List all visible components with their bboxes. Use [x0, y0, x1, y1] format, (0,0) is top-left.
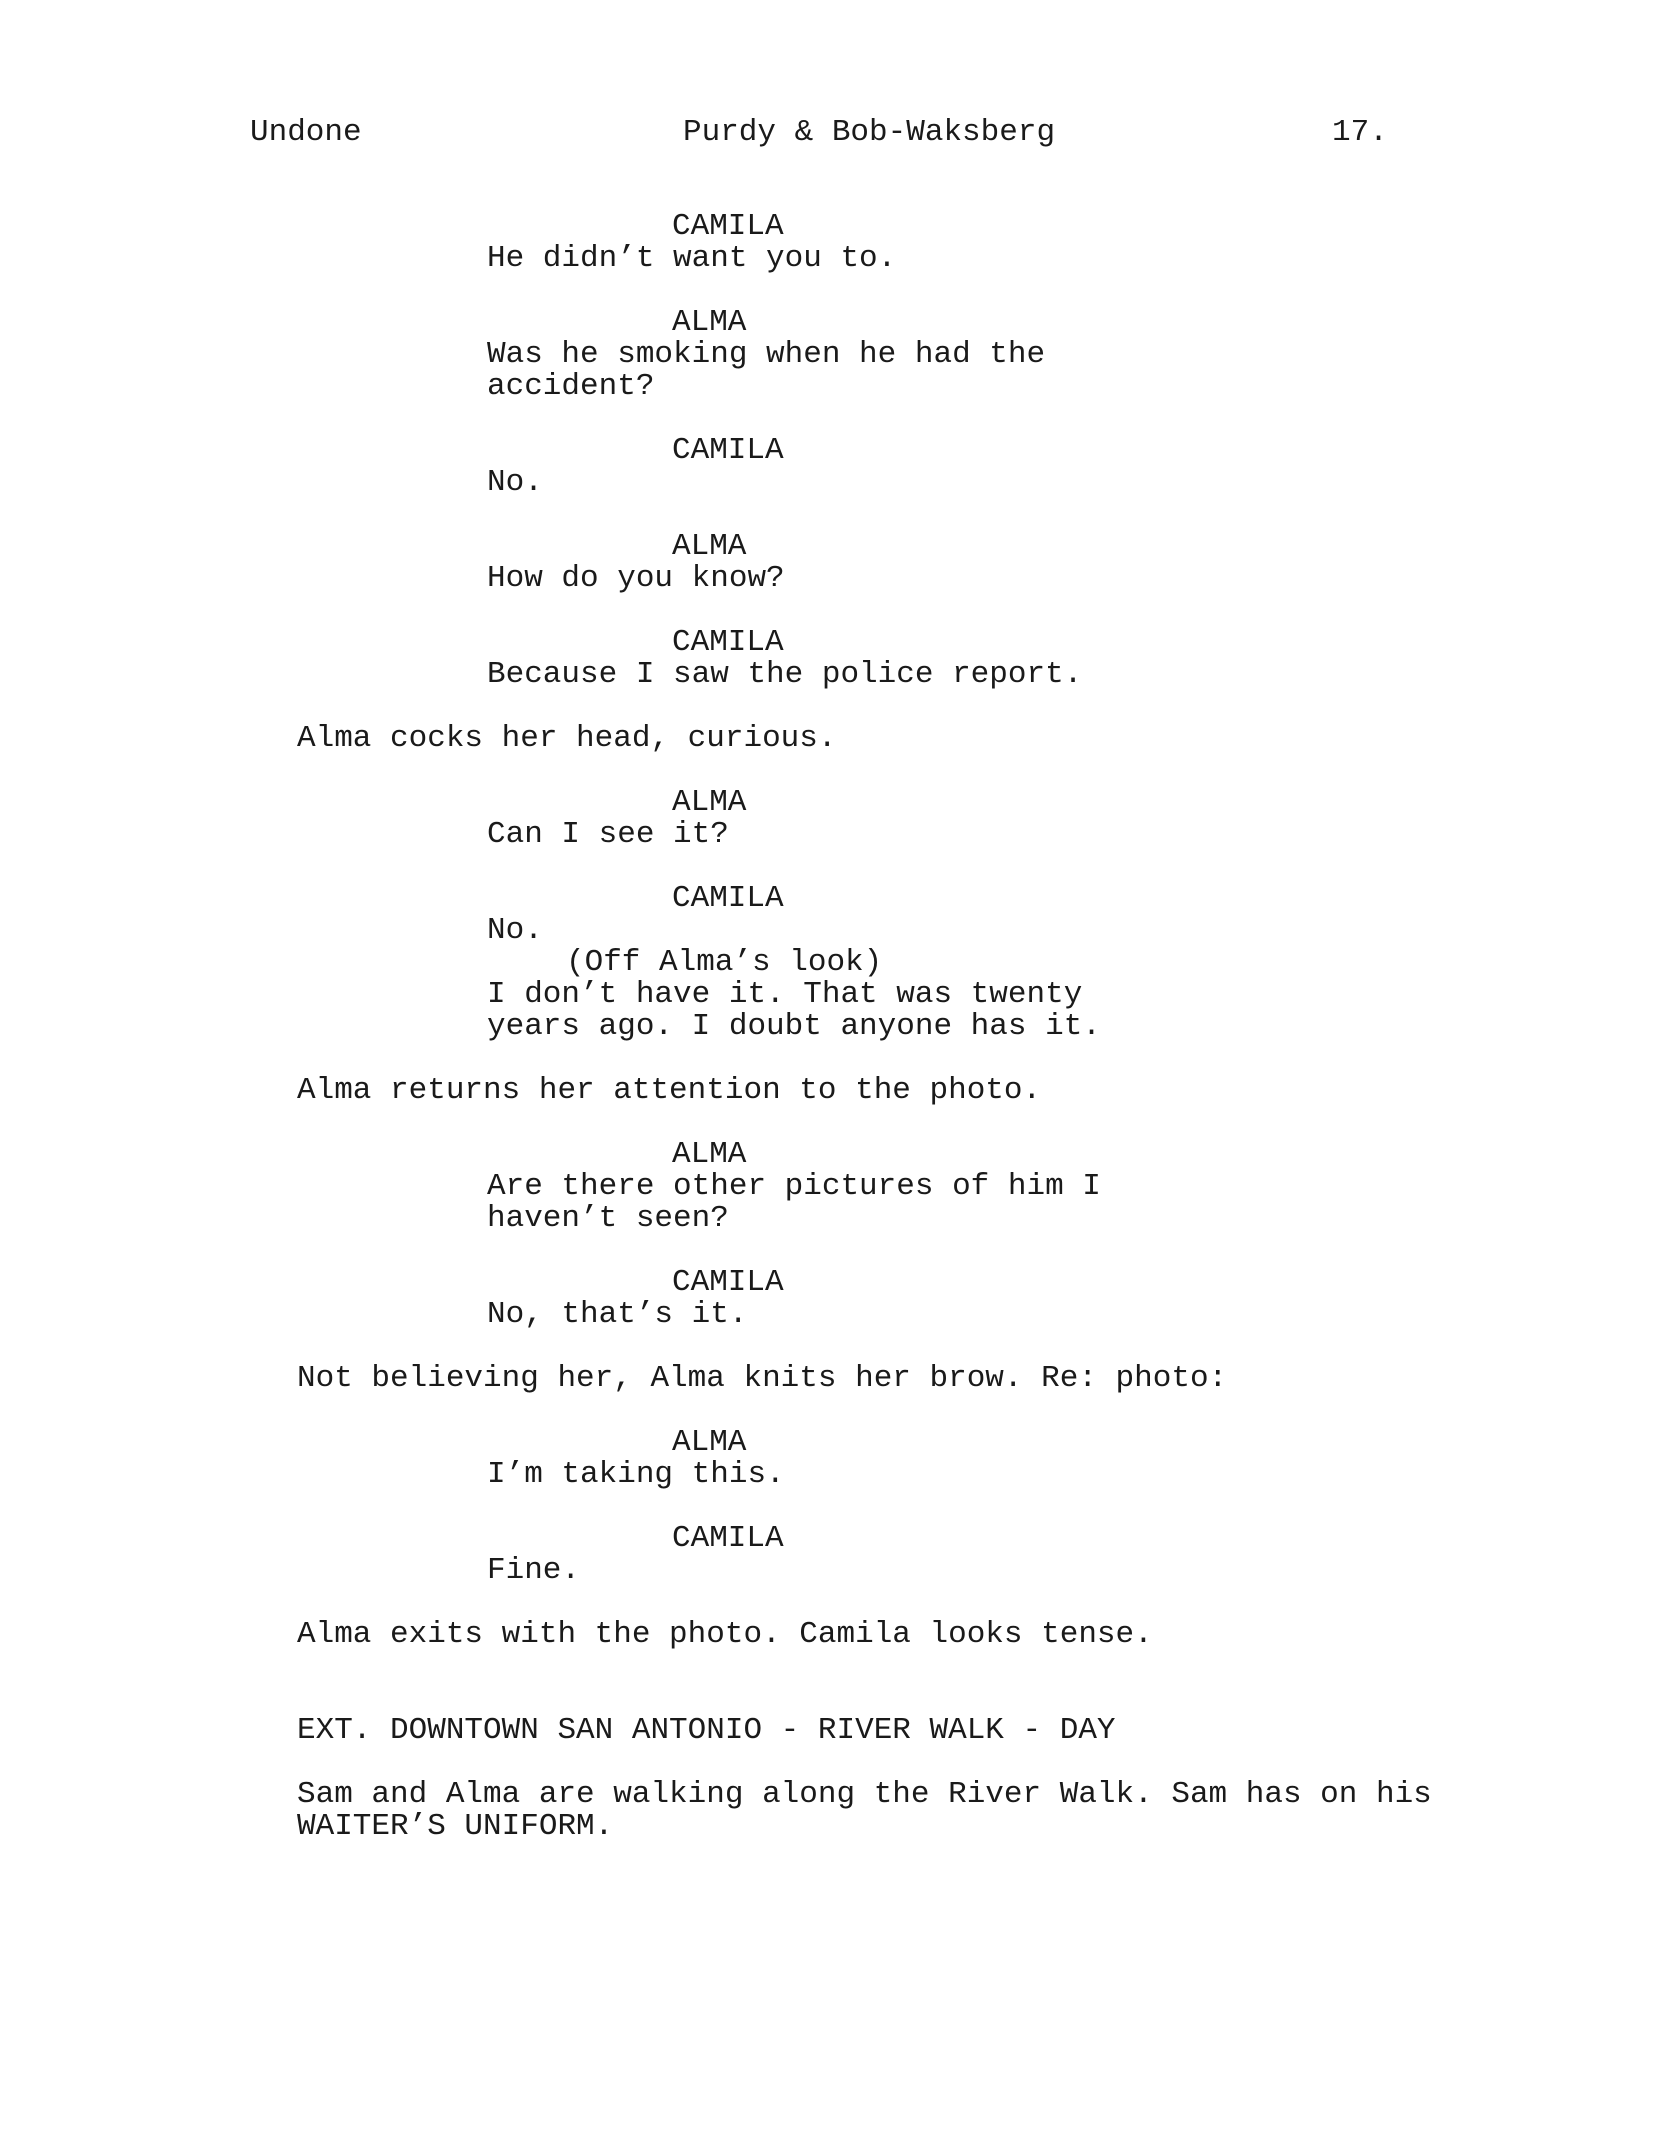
scene-heading: EXT. DOWNTOWN SAN ANTONIO - RIVER WALK - DAY: [297, 1713, 1116, 1748]
action-line: WAITER’S UNIFORM.: [297, 1809, 614, 1844]
dialogue-block: [0, 1139, 1653, 1235]
dialogue-block: [0, 531, 1653, 595]
dialogue-line: Can I see it?: [487, 817, 729, 852]
character-name: ALMA: [672, 1137, 747, 1172]
dialogue-line: accident?: [487, 369, 655, 404]
dialogue-line: No.: [487, 465, 543, 500]
dialogue-line: He didn’t want you to.: [487, 241, 897, 276]
dialogue-line: Are there other pictures of him I: [487, 1169, 1101, 1204]
character-name: CAMILA: [672, 881, 784, 916]
dialogue-block: [0, 211, 1653, 275]
character-name: ALMA: [672, 785, 747, 820]
dialogue-block: [0, 787, 1653, 851]
action-line: Alma cocks her head, curious.: [297, 721, 837, 756]
action-line: Alma exits with the photo. Camila looks tense.: [297, 1617, 1153, 1652]
dialogue-line: No, that’s it.: [487, 1297, 748, 1332]
dialogue-block: [0, 435, 1653, 499]
dialogue-line: Because I saw the police report.: [487, 657, 1083, 692]
dialogue-block: [0, 1267, 1653, 1331]
parenthetical: (Off Alma’s look): [566, 945, 883, 980]
character-name: ALMA: [672, 1425, 747, 1460]
dialogue-line: haven’t seen?: [487, 1201, 729, 1236]
action-line: Alma returns her attention to the photo.: [297, 1073, 1042, 1108]
header-authors: Purdy & Bob-Waksberg: [683, 115, 1056, 150]
dialogue-block: [0, 627, 1653, 691]
dialogue-block: [0, 1427, 1653, 1491]
character-name: CAMILA: [672, 1265, 784, 1300]
action-line: Not believing her, Alma knits her brow. Re: photo:: [297, 1361, 1228, 1396]
header-page-number: 17.: [1332, 115, 1388, 150]
dialogue-line: How do you know?: [487, 561, 785, 596]
dialogue-line: I don’t have it. That was twenty: [487, 977, 1083, 1012]
character-name: CAMILA: [672, 209, 784, 244]
dialogue-line: Was he smoking when he had the: [487, 337, 1046, 372]
dialogue-block: [0, 307, 1653, 403]
character-name: ALMA: [672, 305, 747, 340]
dialogue-line: No.: [487, 913, 543, 948]
character-name: CAMILA: [672, 1521, 784, 1556]
dialogue-line: Fine.: [487, 1553, 581, 1588]
dialogue-block: [0, 883, 1653, 1043]
header-show-title: Undone: [250, 115, 362, 150]
character-name: CAMILA: [672, 625, 784, 660]
character-name: ALMA: [672, 529, 747, 564]
script-body: [0, 211, 1653, 1843]
dialogue-line: years ago. I doubt anyone has it.: [487, 1009, 1101, 1044]
action-line: Sam and Alma are walking along the River Walk. Sam has on his: [297, 1777, 1432, 1812]
dialogue-line: I’m taking this.: [487, 1457, 785, 1492]
dialogue-block: [0, 1523, 1653, 1587]
character-name: CAMILA: [672, 433, 784, 468]
